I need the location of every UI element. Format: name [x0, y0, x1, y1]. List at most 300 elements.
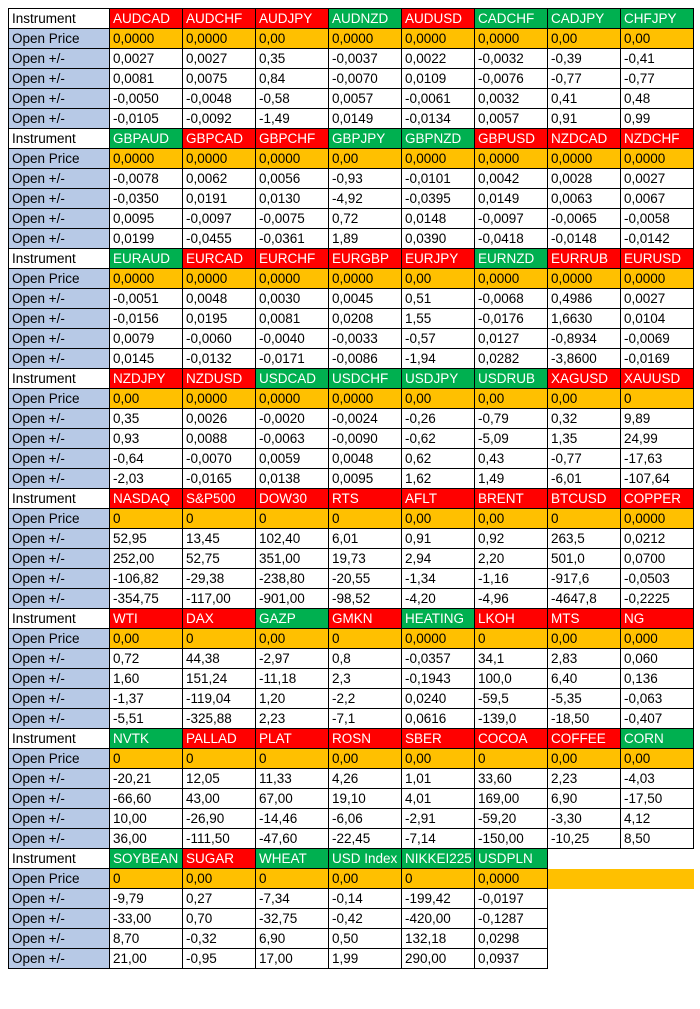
open-price-cell: 0,00 [329, 749, 402, 769]
instrument-name-cell: AUDNZD [329, 9, 402, 29]
open-delta-cell: -0,1943 [402, 669, 475, 689]
empty-cell [621, 849, 694, 869]
open-delta-cell: 1,49 [475, 469, 548, 489]
open-price-cell: 0,00 [621, 749, 694, 769]
open-delta-row [9, 429, 694, 449]
empty-cell [548, 869, 621, 889]
open-price-cell: 0 [110, 749, 183, 769]
instrument-name-cell: NASDAQ [110, 489, 183, 509]
instrument-name-cell: USDCAD [256, 369, 329, 389]
open-price-cell: 0,0000 [110, 149, 183, 169]
open-delta-cell: 0,0030 [256, 289, 329, 309]
open-delta-cell: 1,6630 [548, 309, 621, 329]
open-delta-cell: -0,77 [621, 69, 694, 89]
empty-cell [621, 949, 694, 969]
open-delta-row [9, 549, 694, 569]
open-delta-cell: 1,01 [402, 769, 475, 789]
open-delta-cell: -0,8934 [548, 329, 621, 349]
instrument-name-cell: USDCHF [329, 369, 402, 389]
open-delta-row [9, 329, 694, 349]
instrument-name-cell: SOYBEAN [110, 849, 183, 869]
open-delta-label: Open +/- [9, 349, 110, 369]
open-delta-cell: 0,0148 [402, 209, 475, 229]
open-delta-cell: -325,88 [183, 709, 256, 729]
open-delta-cell: -0,2225 [621, 589, 694, 609]
open-delta-cell: 1,35 [548, 429, 621, 449]
open-delta-label: Open +/- [9, 669, 110, 689]
open-delta-cell: 0,0298 [475, 929, 548, 949]
open-delta-cell: 0,0048 [329, 449, 402, 469]
instrument-name-cell: NIKKEI225 [402, 849, 475, 869]
instrument-name-cell: EURGBP [329, 249, 402, 269]
open-delta-cell: -9,79 [110, 889, 183, 909]
instrument-name-cell: USDRUB [475, 369, 548, 389]
open-delta-cell: 0,43 [475, 449, 548, 469]
open-delta-cell: 351,00 [256, 549, 329, 569]
open-delta-cell: -199,42 [402, 889, 475, 909]
open-price-cell: 0 [110, 869, 183, 889]
instrument-header-row [9, 129, 694, 149]
open-delta-cell: -354,75 [110, 589, 183, 609]
open-delta-cell: 0,0191 [183, 189, 256, 209]
empty-cell [621, 889, 694, 909]
open-price-cell: 0,00 [256, 29, 329, 49]
open-delta-cell: -26,90 [183, 809, 256, 829]
open-delta-cell: 0,4986 [548, 289, 621, 309]
open-delta-label: Open +/- [9, 429, 110, 449]
open-delta-cell: -0,0197 [475, 889, 548, 909]
open-delta-cell: -0,0069 [621, 329, 694, 349]
instrument-name-cell: MTS [548, 609, 621, 629]
open-delta-cell: 0,0095 [329, 469, 402, 489]
empty-cell [548, 849, 621, 869]
open-delta-label: Open +/- [9, 289, 110, 309]
open-delta-cell: 0,48 [621, 89, 694, 109]
open-delta-cell: 2,83 [548, 649, 621, 669]
instrument-header-row [9, 729, 694, 749]
open-price-cell: 0,0000 [621, 269, 694, 289]
open-price-cell: 0,0000 [402, 149, 475, 169]
open-delta-cell: -107,64 [621, 469, 694, 489]
open-price-cell: 0,00 [110, 629, 183, 649]
instrument-name-cell: DAX [183, 609, 256, 629]
open-price-cell: 0,000 [621, 629, 694, 649]
open-delta-cell: -917,6 [548, 569, 621, 589]
open-delta-cell: 0,0130 [256, 189, 329, 209]
instrument-name-cell: NZDCAD [548, 129, 621, 149]
open-delta-cell: 0,70 [183, 909, 256, 929]
open-delta-cell: 0,0616 [402, 709, 475, 729]
open-delta-row [9, 409, 694, 429]
open-delta-cell: 19,73 [329, 549, 402, 569]
open-delta-cell: 0,0067 [621, 189, 694, 209]
open-delta-label: Open +/- [9, 689, 110, 709]
open-delta-cell: 36,00 [110, 829, 183, 849]
open-delta-cell: 501,0 [548, 549, 621, 569]
open-delta-row [9, 89, 694, 109]
empty-cell [621, 909, 694, 929]
open-delta-cell: 1,60 [110, 669, 183, 689]
open-delta-cell: -0,0068 [475, 289, 548, 309]
open-delta-cell: -0,0070 [183, 449, 256, 469]
open-delta-cell: -0,0020 [256, 409, 329, 429]
open-delta-cell: 24,99 [621, 429, 694, 449]
open-delta-cell: 13,45 [183, 529, 256, 549]
open-delta-cell: 52,95 [110, 529, 183, 549]
open-price-cell: 0,0000 [475, 29, 548, 49]
open-delta-row [9, 789, 694, 809]
open-delta-cell: 0,0027 [110, 49, 183, 69]
open-price-cell: 0,0000 [475, 869, 548, 889]
open-delta-cell: -0,26 [402, 409, 475, 429]
open-delta-label: Open +/- [9, 929, 110, 949]
instrument-name-cell: SBER [402, 729, 475, 749]
open-delta-label: Open +/- [9, 769, 110, 789]
open-delta-cell: 0,84 [256, 69, 329, 89]
open-delta-cell: 0,0104 [621, 309, 694, 329]
open-delta-cell: -0,0418 [475, 229, 548, 249]
open-delta-label: Open +/- [9, 209, 110, 229]
open-delta-cell: -20,21 [110, 769, 183, 789]
open-delta-cell: 2,94 [402, 549, 475, 569]
open-delta-cell: 0,0145 [110, 349, 183, 369]
instrument-name-cell: EURUSD [621, 249, 694, 269]
open-delta-cell: 0,0062 [183, 169, 256, 189]
open-delta-cell: -0,0076 [475, 69, 548, 89]
open-delta-cell: 0,0081 [256, 309, 329, 329]
instrument-name-cell: CADCHF [475, 9, 548, 29]
open-delta-cell: -119,04 [183, 689, 256, 709]
open-delta-cell: 0,0138 [256, 469, 329, 489]
instrument-label: Instrument [9, 249, 110, 269]
open-delta-cell: 0,0032 [475, 89, 548, 109]
open-delta-cell: 6,90 [256, 929, 329, 949]
open-delta-cell: -59,5 [475, 689, 548, 709]
open-delta-cell: -0,0097 [183, 209, 256, 229]
open-price-label: Open Price [9, 749, 110, 769]
open-delta-cell: 102,40 [256, 529, 329, 549]
instrument-name-cell: GMKN [329, 609, 402, 629]
open-delta-cell: -6,01 [548, 469, 621, 489]
open-price-cell: 0,0000 [402, 629, 475, 649]
open-delta-label: Open +/- [9, 169, 110, 189]
instrument-name-cell: NZDCHF [621, 129, 694, 149]
instrument-header-row [9, 609, 694, 629]
open-price-cell: 0,00 [110, 389, 183, 409]
open-delta-cell: -66,60 [110, 789, 183, 809]
open-delta-cell: 0,0212 [621, 529, 694, 549]
open-delta-cell: 0,0700 [621, 549, 694, 569]
open-price-cell: 0,00 [548, 29, 621, 49]
open-price-cell: 0,00 [402, 509, 475, 529]
open-price-cell: 0,0000 [329, 389, 402, 409]
open-delta-cell: 252,00 [110, 549, 183, 569]
open-delta-label: Open +/- [9, 189, 110, 209]
open-delta-cell: 0,0028 [548, 169, 621, 189]
open-price-cell: 0,00 [329, 869, 402, 889]
open-delta-cell: 0,72 [329, 209, 402, 229]
instrument-header-row [9, 489, 694, 509]
instrument-name-cell: EURJPY [402, 249, 475, 269]
open-delta-cell: 0,0081 [110, 69, 183, 89]
open-delta-cell: -0,0395 [402, 189, 475, 209]
open-delta-cell: 0,0240 [402, 689, 475, 709]
open-delta-cell: 33,60 [475, 769, 548, 789]
instrument-label: Instrument [9, 729, 110, 749]
open-delta-label: Open +/- [9, 449, 110, 469]
instrument-name-cell: HEATING [402, 609, 475, 629]
open-price-cell: 0,00 [548, 749, 621, 769]
open-delta-cell: 169,00 [475, 789, 548, 809]
open-delta-cell: -3,8600 [548, 349, 621, 369]
open-delta-row [9, 169, 694, 189]
open-delta-cell: 0,136 [621, 669, 694, 689]
open-delta-row [9, 829, 694, 849]
open-delta-label: Open +/- [9, 889, 110, 909]
open-delta-cell: -0,0503 [621, 569, 694, 589]
open-delta-cell: -4,92 [329, 189, 402, 209]
open-price-cell: 0,00 [402, 389, 475, 409]
open-delta-cell: -4647,8 [548, 589, 621, 609]
open-price-cell: 0,0000 [329, 29, 402, 49]
instrument-name-cell: PALLAD [183, 729, 256, 749]
sheet-body [9, 9, 694, 969]
open-price-cell: 0 [329, 509, 402, 529]
open-delta-cell: -0,0040 [256, 329, 329, 349]
open-delta-cell: 0,0127 [475, 329, 548, 349]
instrument-label: Instrument [9, 849, 110, 869]
open-delta-cell: -150,00 [475, 829, 548, 849]
open-delta-cell: 52,75 [183, 549, 256, 569]
open-delta-cell: 0,51 [402, 289, 475, 309]
open-delta-cell: 0,0208 [329, 309, 402, 329]
open-delta-cell: 19,10 [329, 789, 402, 809]
open-delta-cell: 0,0057 [475, 109, 548, 129]
empty-cell [621, 929, 694, 949]
open-delta-cell: -0,0176 [475, 309, 548, 329]
open-delta-row [9, 769, 694, 789]
instrument-name-cell: AUDUSD [402, 9, 475, 29]
open-delta-cell: 12,05 [183, 769, 256, 789]
open-delta-cell: -0,0171 [256, 349, 329, 369]
open-delta-cell: 2,3 [329, 669, 402, 689]
open-delta-cell: -0,0032 [475, 49, 548, 69]
open-price-row [9, 629, 694, 649]
instrument-name-cell: S&P500 [183, 489, 256, 509]
open-price-cell: 0,0000 [548, 149, 621, 169]
instrument-name-cell: ROSN [329, 729, 402, 749]
open-delta-cell: -32,75 [256, 909, 329, 929]
open-delta-cell: 1,99 [329, 949, 402, 969]
open-delta-cell: -420,00 [402, 909, 475, 929]
open-price-label: Open Price [9, 389, 110, 409]
open-delta-row [9, 929, 694, 949]
open-delta-cell: 0,0195 [183, 309, 256, 329]
open-delta-cell: -20,55 [329, 569, 402, 589]
open-delta-cell: -0,0086 [329, 349, 402, 369]
instrument-label: Instrument [9, 369, 110, 389]
instrument-name-cell: GBPUSD [475, 129, 548, 149]
open-delta-cell: -1,34 [402, 569, 475, 589]
open-price-cell: 0 [110, 509, 183, 529]
open-delta-cell: -0,0092 [183, 109, 256, 129]
instrument-name-cell: GBPNZD [402, 129, 475, 149]
open-price-cell: 0,00 [548, 389, 621, 409]
open-delta-cell: 11,33 [256, 769, 329, 789]
open-delta-cell: -0,0165 [183, 469, 256, 489]
open-delta-label: Open +/- [9, 569, 110, 589]
open-price-label: Open Price [9, 509, 110, 529]
open-price-row [9, 749, 694, 769]
open-delta-cell: -0,0097 [475, 209, 548, 229]
open-price-cell: 0,0000 [183, 389, 256, 409]
instrument-name-cell: XAUUSD [621, 369, 694, 389]
open-delta-cell: 0,0026 [183, 409, 256, 429]
open-delta-row [9, 529, 694, 549]
open-delta-cell: -0,0156 [110, 309, 183, 329]
open-price-cell: 0,00 [183, 869, 256, 889]
open-delta-cell: 263,5 [548, 529, 621, 549]
instrument-name-cell: RTS [329, 489, 402, 509]
open-delta-cell: -0,62 [402, 429, 475, 449]
open-delta-cell: 1,89 [329, 229, 402, 249]
open-delta-cell: 2,20 [475, 549, 548, 569]
instrument-name-cell: GAZP [256, 609, 329, 629]
open-price-cell: 0,0000 [475, 269, 548, 289]
open-price-row [9, 29, 694, 49]
instrument-name-cell: LKOH [475, 609, 548, 629]
instrument-name-cell: CORN [621, 729, 694, 749]
open-delta-cell: 9,89 [621, 409, 694, 429]
open-delta-cell: -6,06 [329, 809, 402, 829]
instrument-name-cell: AUDCHF [183, 9, 256, 29]
open-delta-cell: 0,0022 [402, 49, 475, 69]
open-delta-cell: -0,0455 [183, 229, 256, 249]
empty-cell [548, 889, 621, 909]
open-delta-label: Open +/- [9, 789, 110, 809]
open-delta-label: Open +/- [9, 469, 110, 489]
open-delta-cell: 0,0109 [402, 69, 475, 89]
open-delta-cell: 0,0059 [256, 449, 329, 469]
open-delta-label: Open +/- [9, 229, 110, 249]
instrument-name-cell: GBPCHF [256, 129, 329, 149]
open-delta-cell: 0,0149 [475, 189, 548, 209]
open-delta-cell: -18,50 [548, 709, 621, 729]
open-delta-cell: 4,01 [402, 789, 475, 809]
open-delta-cell: 100,0 [475, 669, 548, 689]
open-delta-cell: -1,49 [256, 109, 329, 129]
open-delta-row [9, 189, 694, 209]
open-delta-cell: -0,95 [183, 949, 256, 969]
open-delta-cell: 0,0027 [621, 289, 694, 309]
open-delta-cell: -3,30 [548, 809, 621, 829]
open-delta-cell: -0,0142 [621, 229, 694, 249]
open-price-label: Open Price [9, 869, 110, 889]
instrument-name-cell: USD Index [329, 849, 402, 869]
instrument-name-cell: EURNZD [475, 249, 548, 269]
instrument-name-cell: NZDJPY [110, 369, 183, 389]
open-delta-cell: 0,0282 [475, 349, 548, 369]
open-price-cell: 0 [183, 749, 256, 769]
open-delta-cell: 2,23 [548, 769, 621, 789]
open-price-cell: 0 [621, 389, 694, 409]
open-delta-label: Open +/- [9, 709, 110, 729]
open-delta-cell: 0,0075 [183, 69, 256, 89]
open-price-cell: 0,0000 [256, 149, 329, 169]
open-delta-cell: -0,0075 [256, 209, 329, 229]
open-price-label: Open Price [9, 269, 110, 289]
instrument-name-cell: BTCUSD [548, 489, 621, 509]
open-delta-cell: -59,20 [475, 809, 548, 829]
open-delta-label: Open +/- [9, 829, 110, 849]
open-delta-cell: 290,00 [402, 949, 475, 969]
open-delta-cell: 0,92 [475, 529, 548, 549]
open-delta-cell: -0,0361 [256, 229, 329, 249]
open-price-cell: 0,0000 [110, 29, 183, 49]
open-price-cell: 0,00 [475, 389, 548, 409]
instrument-name-cell: AFLT [402, 489, 475, 509]
open-delta-label: Open +/- [9, 909, 110, 929]
open-price-cell: 0,0000 [402, 29, 475, 49]
open-delta-label: Open +/- [9, 409, 110, 429]
open-delta-cell: 0,0149 [329, 109, 402, 129]
open-delta-label: Open +/- [9, 49, 110, 69]
open-delta-cell: -0,58 [256, 89, 329, 109]
open-delta-cell: -0,0051 [110, 289, 183, 309]
open-delta-cell: -0,0061 [402, 89, 475, 109]
instrument-name-cell: COPPER [621, 489, 694, 509]
open-delta-row [9, 809, 694, 829]
open-delta-cell: -0,93 [329, 169, 402, 189]
open-delta-label: Open +/- [9, 89, 110, 109]
open-delta-cell: 43,00 [183, 789, 256, 809]
open-delta-cell: 0,35 [110, 409, 183, 429]
open-delta-label: Open +/- [9, 529, 110, 549]
open-delta-label: Open +/- [9, 329, 110, 349]
open-delta-cell: 0,060 [621, 649, 694, 669]
open-delta-cell: -0,79 [475, 409, 548, 429]
open-delta-cell: -11,18 [256, 669, 329, 689]
open-price-cell: 0,0000 [183, 149, 256, 169]
open-delta-cell: 0,41 [548, 89, 621, 109]
open-delta-label: Open +/- [9, 589, 110, 609]
instrument-name-cell: NZDUSD [183, 369, 256, 389]
instrument-label: Instrument [9, 609, 110, 629]
open-delta-cell: 10,00 [110, 809, 183, 829]
open-delta-cell: 0,93 [110, 429, 183, 449]
open-delta-row [9, 109, 694, 129]
open-delta-cell: -22,45 [329, 829, 402, 849]
open-delta-cell: -1,37 [110, 689, 183, 709]
open-delta-cell: -0,407 [621, 709, 694, 729]
open-price-label: Open Price [9, 629, 110, 649]
open-delta-cell: -33,00 [110, 909, 183, 929]
open-delta-cell: -0,0101 [402, 169, 475, 189]
open-delta-label: Open +/- [9, 69, 110, 89]
open-delta-cell: -29,38 [183, 569, 256, 589]
open-price-cell: 0,00 [402, 269, 475, 289]
open-delta-cell: 0,0027 [183, 49, 256, 69]
open-delta-cell: -4,96 [475, 589, 548, 609]
open-delta-cell: -0,0024 [329, 409, 402, 429]
open-price-cell: 0,00 [475, 509, 548, 529]
open-delta-cell: 0,0095 [110, 209, 183, 229]
instrument-name-cell: SUGAR [183, 849, 256, 869]
open-delta-cell: 1,20 [256, 689, 329, 709]
instrument-sheet [8, 8, 694, 969]
open-delta-cell: -0,0169 [621, 349, 694, 369]
open-delta-cell: -2,91 [402, 809, 475, 829]
